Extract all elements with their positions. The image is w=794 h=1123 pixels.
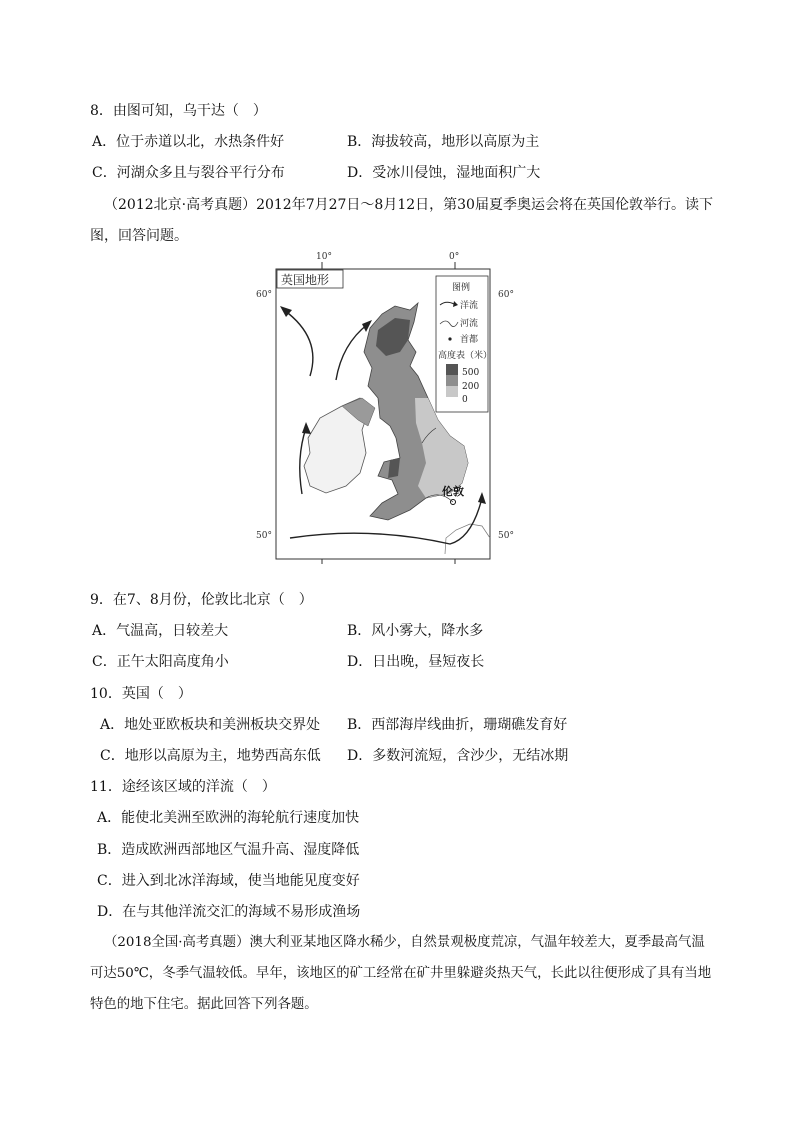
legend-elevation-title: 高度表（米） bbox=[438, 351, 493, 361]
q10-option-a: A．地处亚欧板块和美洲板块交界处 bbox=[100, 717, 321, 733]
lat-label-60-right: 60° bbox=[498, 290, 514, 300]
legend-elev-0: 0 bbox=[462, 395, 468, 405]
legend-elev-200: 200 bbox=[462, 382, 480, 392]
q9-option-a: A．气温高，日较差大 bbox=[92, 623, 229, 639]
lat-label-50-left: 50° bbox=[256, 531, 272, 541]
intro2-line1: （2018全国·高考真题）澳大利亚某地区降水稀少，自然景观极度荒凉，气温年较差大，夏季最高气温 bbox=[104, 935, 705, 950]
legend-elev-high bbox=[446, 364, 458, 375]
london-label: 伦敦 bbox=[442, 485, 464, 498]
q10-option-b: B．西部海岸线曲折，珊瑚礁发育好 bbox=[347, 717, 568, 733]
legend-elev-500: 500 bbox=[462, 368, 480, 378]
q9-option-d: D．日出晚，昼短夜长 bbox=[347, 654, 485, 670]
map-title: 英国地形 bbox=[281, 273, 330, 287]
legend-river-label: 河流 bbox=[460, 319, 479, 329]
q8-option-a: A．位于赤道以北，水热条件好 bbox=[92, 134, 285, 150]
legend-current-label: 洋流 bbox=[460, 301, 479, 311]
q10-option-d: D．多数河流短，含沙少，无结冰期 bbox=[347, 748, 569, 764]
uk-topography-map bbox=[250, 248, 545, 566]
q11-option-b: B．造成欧洲西部地区气温升高、湿度降低 bbox=[97, 842, 360, 858]
q11-option-c: C．进入到北冰洋海域，使当地能见度变好 bbox=[97, 873, 360, 889]
q9-option-c: C．正午太阳高度角小 bbox=[92, 654, 229, 670]
q11-option-a: A．能使北美洲至欧洲的海轮航行速度加快 bbox=[97, 810, 360, 826]
lon-label-top-left: 10° bbox=[316, 252, 332, 262]
q8-stem: 8．由图可知，乌干达（ ） bbox=[90, 103, 267, 119]
q10-stem: 10．英国（ ） bbox=[90, 686, 192, 702]
q11-stem: 11．途经该区域的洋流（ ） bbox=[90, 779, 276, 795]
lat-label-60-left: 60° bbox=[256, 290, 272, 300]
lat-label-50-right: 50° bbox=[498, 531, 514, 541]
q9-option-b: B．风小雾大，降水多 bbox=[347, 623, 484, 639]
intro1-line2: 图，回答问题。 bbox=[90, 228, 188, 244]
q10-option-c: C．地形以高原为主，地势西高东低 bbox=[100, 748, 321, 764]
legend-title: 图例 bbox=[452, 283, 471, 293]
q11-option-d: D．在与其他洋流交汇的海域不易形成渔场 bbox=[97, 904, 361, 920]
q8-option-d: D．受冰川侵蚀，湿地面积广大 bbox=[347, 165, 541, 181]
legend-capital-label: 首都 bbox=[460, 335, 479, 345]
legend-elev-mid bbox=[446, 375, 458, 386]
intro2-line2: 可达50℃，冬季气温较低。早年，该地区的矿工经常在矿井里躲避炎热天气，长此以往便形成了具有当地 bbox=[90, 966, 712, 981]
intro2-line3: 特色的地下住宅。据此回答下列各题。 bbox=[90, 997, 318, 1012]
map-svg bbox=[250, 248, 545, 566]
q8-option-b: B．海拔较高，地形以高原为主 bbox=[347, 134, 540, 150]
intro1-line1: （2012北京·高考真题）2012年7月27日～8月12日，第30届夏季奥运会将在英国伦敦举行。读下 bbox=[104, 197, 713, 213]
q9-stem: 9．在7、8月份，伦敦比北京（ ） bbox=[90, 592, 313, 608]
legend-capital-symbol bbox=[448, 337, 451, 340]
legend-elev-low bbox=[446, 386, 458, 397]
lon-label-top-right: 0° bbox=[449, 252, 460, 262]
q8-option-c: C．河湖众多且与裂谷平行分布 bbox=[92, 165, 285, 181]
